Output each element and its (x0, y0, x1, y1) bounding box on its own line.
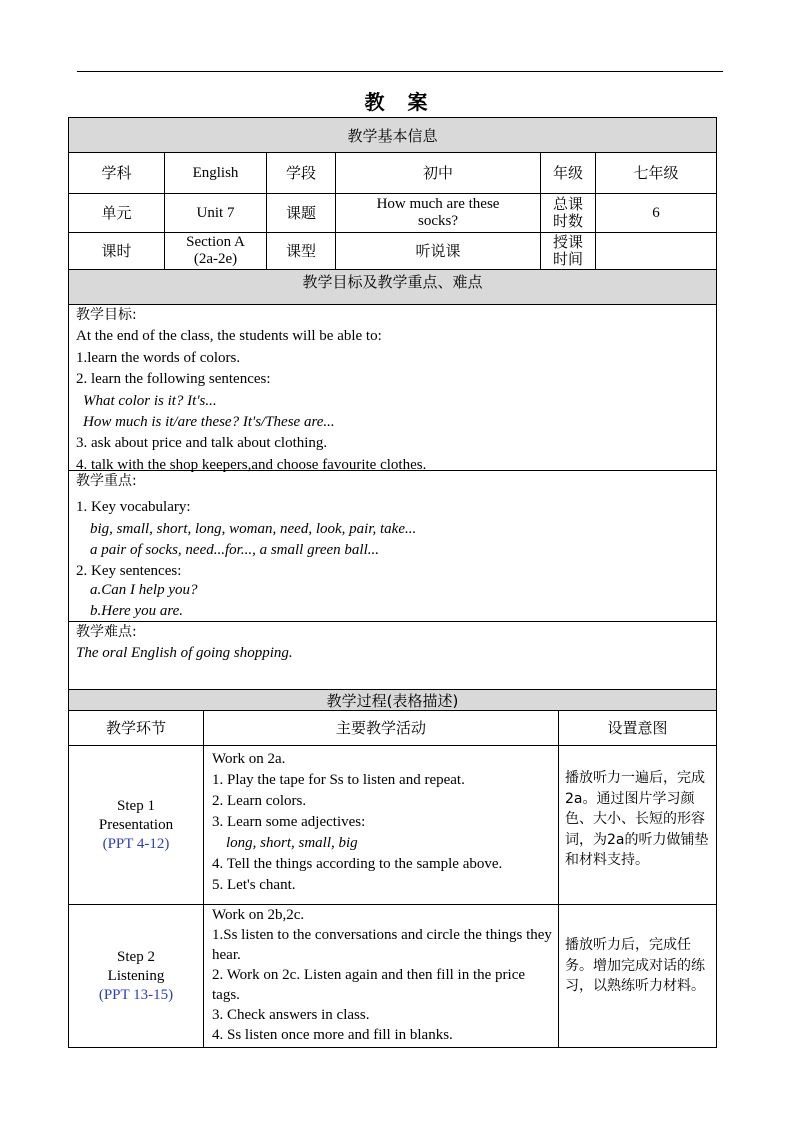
activity-line: 1. Play the tape for Ss to listen and repeat. (212, 772, 465, 788)
teaching-time-label: 授课时间 (540, 232, 596, 270)
activity-line: 4. Tell the things according to the sample above. (212, 856, 503, 872)
period-label: 课时 (68, 232, 165, 270)
activity-line: 5. Let's chant. (212, 877, 296, 893)
activity-line: 3. Learn some adjectives: (212, 814, 366, 830)
activity-line: long, short, small, big (226, 835, 358, 851)
keypoints-line: 1. Key vocabulary: (76, 499, 191, 516)
step-1-name: Step 1 (117, 797, 155, 814)
goals-line: 2. learn the following sentences: (76, 371, 271, 388)
step-2-sub: Listening (107, 967, 165, 984)
keypoints-line: a pair of socks, need...for..., a small green ball... (90, 542, 380, 559)
step-1-ppt: (PPT 4-12) (102, 835, 170, 852)
col-header-stage: 教学环节 (68, 710, 204, 746)
keypoints-line: b.Here you are. (90, 602, 184, 619)
step-2-purpose: 播放听力后，完成任务。增加完成对话的练习，以熟练听力材料。 (558, 904, 717, 1048)
difficulties-line: The oral English of going shopping. (76, 645, 293, 662)
topic-label: 课题 (266, 193, 336, 233)
goals-line: How much is it/are these? It's/These are... (83, 414, 335, 431)
step-1-cell (68, 745, 204, 905)
grade-value: 七年级 (595, 152, 717, 194)
teaching-time-value (595, 232, 717, 270)
activity-line: 2. Work on 2c. Listen again and then fill in the price tags. (212, 967, 526, 1003)
goals-header (68, 269, 717, 305)
goals-line: 1.learn the words of colors. (76, 349, 241, 366)
goals-line: At the end of the class, the students will be able to: (76, 328, 382, 345)
stage-value: 初中 (335, 152, 541, 194)
teaching-goals-cell (68, 304, 717, 471)
goals-line: What color is it? It's... (83, 392, 217, 409)
activity-line: 4. Ss listen once more and fill in blanks. (212, 1027, 453, 1043)
step-2-ppt: (PPT 13-15) (98, 986, 174, 1003)
goals-line: 4. talk with the shop keepers,and choose favourite clothes. (76, 456, 427, 473)
keypoints-line: 2. Key sentences: (76, 562, 182, 579)
keypoints-line: a.Can I help you? (90, 581, 198, 598)
topic-value: How much are these socks? (335, 193, 541, 233)
activity-line: Work on 2b,2c. (212, 907, 305, 923)
difficulties-cell (68, 621, 717, 690)
col-header-activity: 主要教学活动 (203, 710, 559, 746)
goals-header-text: 教学目标及教学重点、难点 (302, 273, 483, 291)
subject-label: 学科 (68, 152, 165, 194)
basic-info-header (68, 117, 717, 153)
subject-value: English (164, 152, 267, 194)
activity-line: Work on 2a. (212, 751, 286, 767)
grade-label: 年级 (540, 152, 596, 194)
keypoints-label: 教学重点: (76, 473, 137, 489)
unit-value: Unit 7 (164, 193, 267, 233)
activity-line: 2. Learn colors. (212, 793, 307, 809)
process-header (68, 689, 717, 711)
activity-line: 1.Ss listen to the conversations and circle the things they hear. (212, 927, 552, 963)
keypoints-line: big, small, short, long, woman, need, look, pair, take... (90, 520, 417, 537)
type-value: 听说课 (335, 232, 541, 270)
document-title: 教 案 (364, 90, 436, 114)
goals-label: 教学目标: (76, 307, 137, 323)
unit-label: 单元 (68, 193, 165, 233)
step-1-activities (203, 745, 559, 905)
step-2-cell (68, 904, 204, 1048)
difficulties-label: 教学难点: (76, 624, 137, 640)
type-label: 课型 (266, 232, 336, 270)
activity-line: 3. Check answers in class. (212, 1007, 370, 1023)
step-2-activities (203, 904, 559, 1048)
goals-line: 3. ask about price and talk about clothing. (76, 435, 328, 452)
total-periods-label: 总课时数 (540, 193, 596, 233)
col-header-purpose: 设置意图 (558, 710, 717, 746)
stage-label: 学段 (266, 152, 336, 194)
step-1-sub: Presentation (98, 816, 174, 833)
process-header-text: 教学过程(表格描述) (326, 691, 459, 710)
key-points-cell (68, 470, 717, 622)
top-rule (77, 71, 723, 72)
basic-info-header-text: 教学基本信息 (347, 126, 438, 145)
total-periods-value: 6 (595, 193, 717, 233)
period-value: Section A (2a-2e) (164, 232, 267, 270)
step-1-purpose: 播放听力一遍后，完成2a。通过图片学习颜色、大小、长短的形容词，为2a的听力做铺垫和材料支持。 (558, 745, 717, 905)
step-2-name: Step 2 (117, 948, 155, 965)
